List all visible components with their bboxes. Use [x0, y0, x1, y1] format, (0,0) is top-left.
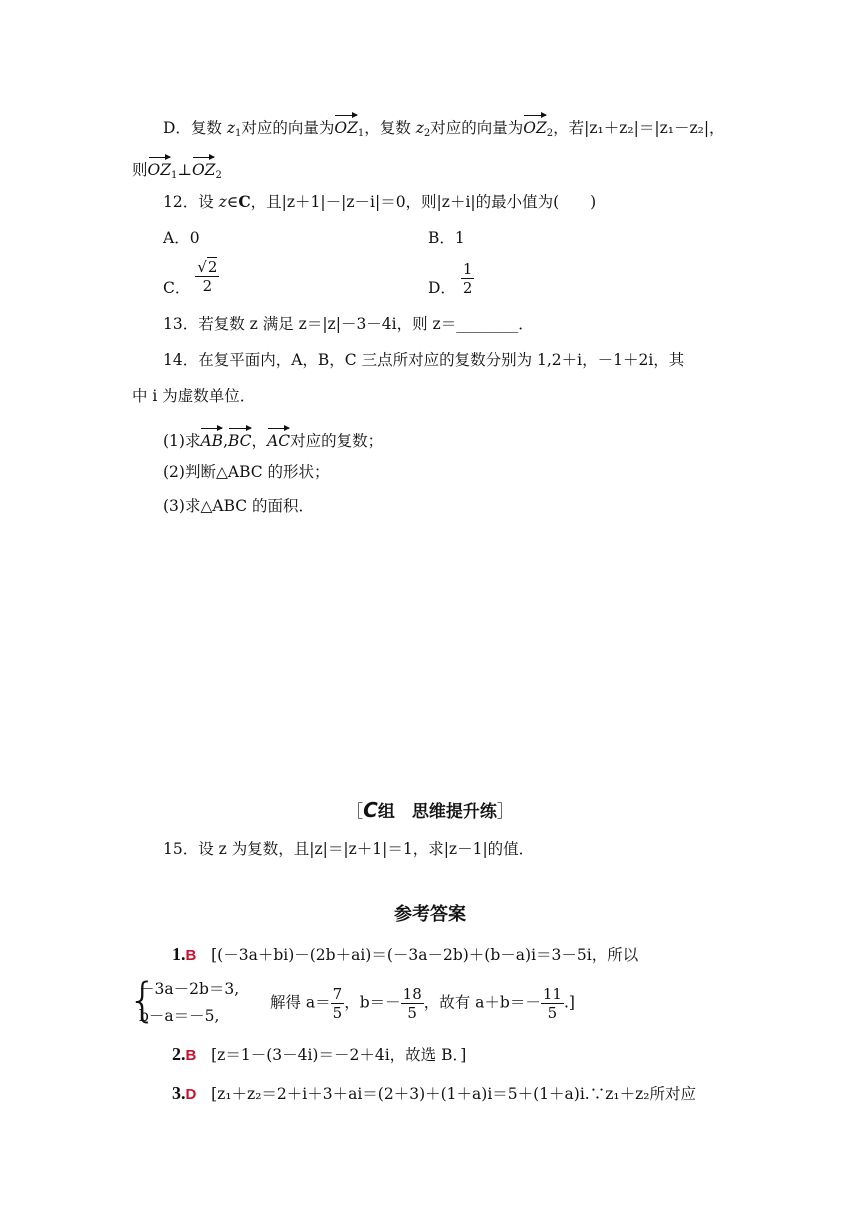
q14-stem-line2: 中 i 为虚数单位．	[132, 387, 256, 405]
answer-2: 2.B [z＝1－(3－4i)＝－2＋4i，故选 B．]	[172, 1044, 467, 1064]
vector-oz2: OZ	[523, 113, 546, 139]
q12-option-a: A．0	[163, 229, 200, 247]
answer-1-solution: 解得 a＝ $\frac{7}{5}$ ，b＝－ $\frac{18}{5}$ ，故有 a＋b＝－ $\frac{11}{5}$ .]	[270, 985, 575, 1022]
vector-oz1: OZ	[334, 113, 357, 139]
vector-ac: AC	[267, 426, 290, 452]
q11-option-d: D．复数 $z_1$对应的向量为$OZ_1$，复数 $z_2$对应的向量为$OZ_2$，若|z₁＋z₂|＝|z₁－z₂|，	[163, 113, 725, 145]
vector-oz1: OZ	[148, 155, 171, 181]
q13-stem: 13．若复数 z 满足 z＝|z|－3－4i，则 z＝________．	[163, 315, 534, 333]
q11-option-d-conclusion: 则$OZ_1\perp OZ_2$	[132, 155, 222, 187]
answer-1-system-eq1: －3a－2b＝3,	[139, 980, 240, 998]
answer-1-line1: 1.B [(－3a＋bi)－(2b＋ai)＝(－3a－2b)＋(b－a)i＝3－5i，所以	[172, 944, 639, 964]
q14-stem-line1: 14．在复平面内，A，B，C 三点所对应的复数分别为 1,2＋i，－1＋2i，其	[163, 351, 685, 369]
system-brace-icon: {	[128, 973, 158, 1027]
vector-oz2: OZ	[192, 155, 215, 181]
answer-3: 3.D [z₁＋z₂＝2＋i＋3＋ai＝(2＋3)＋(1＋a)i＝5＋(1＋a)i.∵z₁＋z₂所对应	[172, 1083, 696, 1103]
answers-title: 参考答案	[394, 904, 466, 925]
q15-stem: 15．设 z 为复数，且|z|＝|z＋1|＝1，求|z－1|的值．	[163, 840, 535, 858]
section-c-header: ［C组 思维提升练］	[346, 798, 514, 822]
fraction-one-half: $\frac{1}{2}$	[462, 260, 473, 297]
answer-1-system-eq2: b－a＝－5,	[139, 1007, 220, 1025]
fraction-sqrt2-over-2: $\frac{√2}{2}$	[197, 258, 218, 295]
q14-part3: (3)求△ABC 的面积．	[163, 497, 315, 515]
q12-option-b: B．1	[428, 229, 465, 247]
fraction-7-5: $\frac{7}{5}$	[332, 985, 343, 1022]
q12-option-c: C． $\frac{√2}{2}$	[163, 258, 218, 297]
fraction-11-5: $\frac{11}{5}$	[542, 985, 562, 1022]
vector-bc: BC	[228, 426, 252, 452]
q14-part2: (2)判断△ABC 的形状；	[163, 463, 330, 481]
q12-stem: 12．设 z∈C，且|z＋1|－|z－i|＝0，则|z＋i|的最小值为( )	[163, 192, 597, 211]
q12-option-d: D． $\frac{1}{2}$	[428, 260, 473, 297]
vector-ab: AB	[200, 426, 223, 452]
q14-part1: (1)求AB,BC，AC对应的复数；	[163, 426, 383, 452]
fraction-18-5: $\frac{18}{5}$	[402, 985, 422, 1022]
